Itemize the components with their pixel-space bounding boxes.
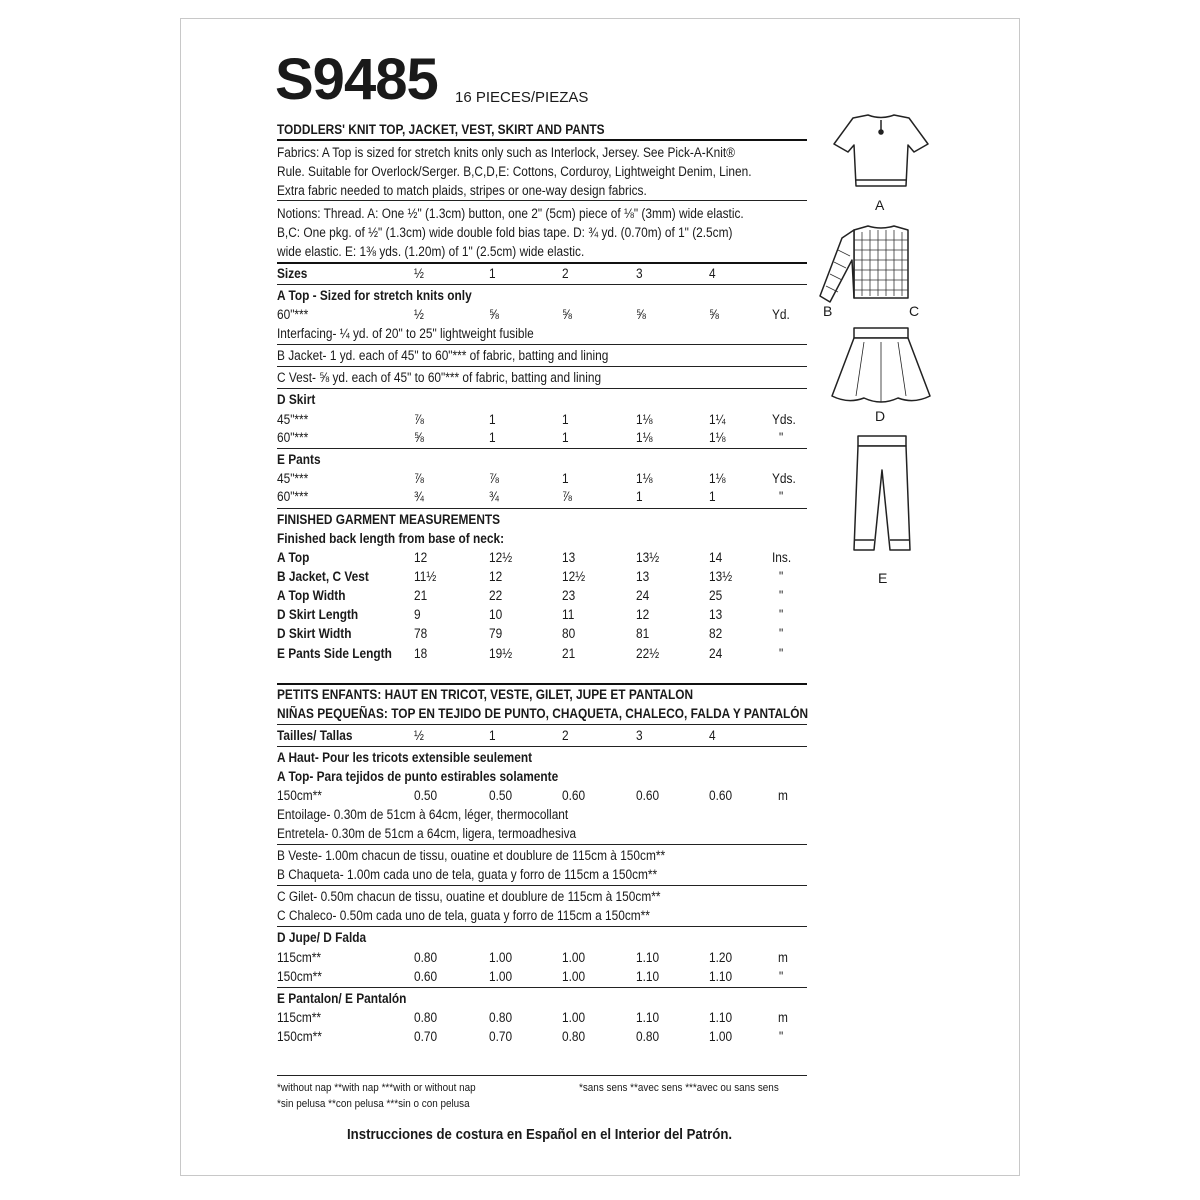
size-col: 1 — [489, 728, 496, 743]
garment-illustrations — [808, 110, 958, 600]
divider — [277, 987, 807, 988]
view-a-top-icon — [834, 115, 928, 186]
size-col: 1 — [489, 266, 496, 281]
table-cell: ½ — [414, 307, 424, 322]
table-cell: 21 — [414, 588, 428, 603]
table-cell: 1.10 — [709, 1010, 733, 1025]
table-cell: 1.10 — [636, 1010, 660, 1025]
table-cell: ⅝ — [562, 307, 572, 322]
divider — [277, 724, 807, 725]
table-cell: 24 — [709, 646, 723, 661]
table-cell: 1.10 — [636, 950, 660, 965]
pattern-title: TODDLERS' KNIT TOP, JACKET, VEST, SKIRT AND PANTS — [277, 122, 605, 137]
b-chaqueta-text: B Chaqueta- 1.00m cada uno de tela, guata y forro de 115cm a 150cm** — [277, 867, 658, 882]
measurements-subtitle: Finished back length from base of neck: — [277, 531, 505, 546]
sizes-label-translated: Tailles/ Tallas — [277, 728, 353, 743]
table-cell: 0.80 — [636, 1029, 660, 1044]
divider — [277, 746, 807, 747]
table-cell: 14 — [709, 550, 723, 565]
table-cell: ⅞ — [414, 412, 424, 427]
unit-cell: m — [778, 1010, 788, 1025]
row-label: D Skirt Width — [277, 626, 352, 641]
table-cell: 12 — [489, 569, 503, 584]
pattern-number: S9485 — [275, 47, 438, 112]
table-cell: 13 — [636, 569, 650, 584]
table-cell: ¾ — [414, 489, 424, 504]
table-cell: 78 — [414, 626, 428, 641]
table-cell: 1.20 — [709, 950, 733, 965]
divider — [277, 284, 807, 285]
table-cell: 1 — [562, 471, 569, 486]
b-jacket-text: B Jacket- 1 yd. each of 45" to 60"*** of fabric, batting and lining — [277, 348, 609, 363]
size-col: 4 — [709, 266, 716, 281]
size-col: 2 — [562, 266, 569, 281]
table-cell: 12½ — [562, 569, 586, 584]
view-label-d: D — [875, 408, 886, 424]
table-cell: 22½ — [636, 646, 660, 661]
table-cell: 0.80 — [562, 1029, 586, 1044]
a-top-label: A Top - Sized for stretch knits only — [277, 288, 472, 303]
row-label: 150cm** — [277, 969, 322, 984]
table-cell: 1.00 — [709, 1029, 733, 1044]
table-cell: ⅞ — [414, 471, 424, 486]
table-cell: 11 — [562, 607, 575, 622]
table-cell: 13½ — [709, 569, 733, 584]
unit-cell: Yds. — [772, 412, 796, 427]
table-cell: 1.10 — [636, 969, 660, 984]
table-cell: 13 — [562, 550, 576, 565]
table-cell: ⅝ — [709, 307, 719, 322]
table-cell: 12 — [414, 550, 428, 565]
spanish-instructions-note: Instrucciones de costura en Español en el Interior del Patrón. — [347, 1126, 733, 1143]
table-cell: 1.00 — [489, 950, 513, 965]
entoilage-text: Entoilage- 0.30m de 51cm à 64cm, léger, thermocollant — [277, 807, 569, 822]
table-cell: ¾ — [489, 489, 499, 504]
row-label: 60"*** — [277, 430, 309, 445]
table-cell: 1¼ — [709, 412, 726, 427]
table-cell: 11½ — [414, 569, 437, 584]
d-skirt-label: D Skirt — [277, 392, 316, 407]
piece-count: 16 PIECES/PIEZAS — [455, 89, 589, 106]
unit-cell: Yd. — [772, 307, 790, 322]
table-cell: 1 — [562, 412, 569, 427]
row-label: A Top Width — [277, 588, 346, 603]
unit-cell: Yds. — [772, 471, 796, 486]
size-col: 2 — [562, 728, 569, 743]
table-cell: 0.80 — [414, 1010, 438, 1025]
table-cell: 1.10 — [709, 969, 733, 984]
row-label: 45"*** — [277, 471, 309, 486]
table-cell: 0.80 — [414, 950, 438, 965]
table-cell: 13½ — [636, 550, 660, 565]
unit-cell: " — [779, 626, 784, 641]
footnote-en: *without nap **with nap ***with or without nap — [277, 1082, 476, 1094]
table-cell: 0.60 — [636, 788, 660, 803]
view-label-b: B — [823, 303, 833, 319]
divider — [277, 262, 807, 264]
table-cell: ⅞ — [489, 471, 499, 486]
a-top-es-label: A Top- Para tejidos de punto estirables solamente — [277, 769, 559, 784]
row-label: 150cm** — [277, 1029, 322, 1044]
row-label: 60"*** — [277, 307, 309, 322]
table-cell: 1 — [489, 430, 496, 445]
divider — [277, 388, 807, 389]
view-label-c: C — [909, 303, 920, 319]
table-cell: 0.60 — [414, 969, 438, 984]
table-cell: 79 — [489, 626, 503, 641]
table-cell: 25 — [709, 588, 723, 603]
fabrics-text: Fabrics: A Top is sized for stretch knits only such as Interlock, Jersey. See Pick-A-Knit® Rule. Suitable for Overlock/Serger. B,C,D,E: Cottons, Corduroy, Lightweight Denim, Linen. Extra fabric needed to match plaids, stripes or one-way design fabrics. — [277, 145, 752, 198]
table-cell: 1.00 — [562, 950, 586, 965]
row-label: 150cm** — [277, 788, 322, 803]
table-cell: 12½ — [489, 550, 513, 565]
row-label: D Skirt Length — [277, 607, 359, 622]
c-chaleco-text: C Chaleco- 0.50m cada uno de tela, guata y forro de 115cm a 150cm** — [277, 908, 650, 923]
table-cell: 1 — [562, 430, 569, 445]
table-cell: ⅝ — [636, 307, 646, 322]
table-cell: 81 — [636, 626, 650, 641]
view-d-skirt-icon — [832, 328, 930, 402]
divider — [277, 344, 807, 345]
table-cell: 1 — [709, 489, 716, 504]
table-cell: 12 — [636, 607, 650, 622]
a-haut-label: A Haut- Pour les tricots extensible seulement — [277, 750, 533, 765]
c-gilet-text: C Gilet- 0.50m chacun de tissu, ouatine et doublure de 115cm à 150cm** — [277, 889, 661, 904]
divider — [277, 885, 807, 886]
table-cell: 19½ — [489, 646, 513, 661]
table-cell: 24 — [636, 588, 650, 603]
divider — [277, 448, 807, 449]
divider — [277, 683, 807, 685]
e-pantalon-label: E Pantalon/ E Pantalón — [277, 991, 407, 1006]
table-cell: 80 — [562, 626, 576, 641]
row-label: 115cm** — [277, 950, 322, 965]
e-pants-label: E Pants — [277, 452, 321, 467]
unit-cell: m — [778, 950, 788, 965]
table-cell: 22 — [489, 588, 503, 603]
table-cell: 0.50 — [489, 788, 513, 803]
row-label: 60"*** — [277, 489, 309, 504]
divider — [277, 366, 807, 367]
divider — [277, 139, 807, 141]
unit-cell: " — [779, 489, 784, 504]
table-cell: 1 — [636, 489, 643, 504]
title-es: NIÑAS PEQUEÑAS: TOP EN TEJIDO DE PUNTO, CHAQUETA, CHALECO, FALDA Y PANTALÓN — [277, 706, 809, 721]
size-col: 3 — [636, 728, 643, 743]
table-cell: 0.50 — [414, 788, 438, 803]
table-cell: 9 — [414, 607, 421, 622]
table-cell: 1⅛ — [709, 430, 726, 445]
unit-cell: " — [779, 588, 784, 603]
divider — [277, 1075, 807, 1076]
view-b-c-jacket-icon — [820, 226, 908, 302]
title-fr: PETITS ENFANTS: HAUT EN TRICOT, VESTE, GILET, JUPE ET PANTALON — [277, 687, 694, 702]
footnote-fr: *sans sens **avec sens ***avec ou sans sens — [579, 1082, 779, 1094]
unit-cell: m — [778, 788, 788, 803]
unit-cell: " — [779, 1029, 784, 1044]
row-label: E Pants Side Length — [277, 646, 392, 661]
table-cell: ⅞ — [562, 489, 572, 504]
table-cell: ⅝ — [489, 307, 499, 322]
unit-cell: " — [779, 969, 784, 984]
table-cell: 1.00 — [562, 969, 586, 984]
divider — [277, 844, 807, 845]
size-col: 4 — [709, 728, 716, 743]
unit-cell: " — [779, 607, 784, 622]
unit-cell: Ins. — [772, 550, 792, 565]
b-veste-text: B Veste- 1.00m chacun de tissu, ouatine et doublure de 115cm à 150cm** — [277, 848, 666, 863]
table-cell: 1⅛ — [709, 471, 726, 486]
entretela-text: Entretela- 0.30m de 51cm a 64cm, ligera, termoadhesiva — [277, 826, 577, 841]
table-cell: 0.80 — [489, 1010, 513, 1025]
unit-cell: " — [779, 430, 784, 445]
view-label-e: E — [878, 570, 888, 586]
size-col: 3 — [636, 266, 643, 281]
d-jupe-label: D Jupe/ D Falda — [277, 930, 367, 945]
table-cell: 82 — [709, 626, 723, 641]
table-cell: 1⅛ — [636, 471, 653, 486]
table-cell: 10 — [489, 607, 503, 622]
table-cell: 21 — [562, 646, 576, 661]
notions-text: Notions: Thread. A: One ½" (1.3cm) button, one 2" (5cm) piece of ⅛" (3mm) wide elastic. B,C: One pkg. of ½" (1.3cm) wide double fold bias tape. D: ¾ yd. (0.70m) of 1" (2.5cm) wide elastic. E: 1⅜ yds. (1.20m) of 1" (2.5cm) wide elastic. — [277, 206, 744, 259]
table-cell: 0.70 — [414, 1029, 438, 1044]
sizes-label: Sizes — [277, 266, 308, 281]
table-cell: 1⅛ — [636, 412, 653, 427]
table-cell: ⅝ — [414, 430, 424, 445]
unit-cell: " — [779, 569, 784, 584]
table-cell: 1.00 — [562, 1010, 586, 1025]
row-label: A Top — [277, 550, 310, 565]
row-label: B Jacket, C Vest — [277, 569, 369, 584]
footnote-es: *sin pelusa **con pelusa ***sin o con pelusa — [277, 1098, 470, 1110]
table-cell: 1⅛ — [636, 430, 653, 445]
table-cell: 1 — [489, 412, 496, 427]
table-cell: 18 — [414, 646, 428, 661]
row-label: 115cm** — [277, 1010, 322, 1025]
size-col: ½ — [414, 266, 424, 281]
c-vest-text: C Vest- ⅝ yd. each of 45" to 60"*** of fabric, batting and lining — [277, 370, 602, 385]
view-label-a: A — [875, 197, 885, 213]
interfacing-text: Interfacing- ¼ yd. of 20" to 25" lightweight fusible — [277, 326, 534, 341]
view-e-pants-icon — [854, 436, 910, 550]
unit-cell: " — [779, 646, 784, 661]
divider — [277, 508, 807, 509]
size-col: ½ — [414, 728, 424, 743]
row-label: 45"*** — [277, 412, 309, 427]
table-cell: 23 — [562, 588, 576, 603]
table-cell: 0.60 — [709, 788, 733, 803]
divider — [277, 926, 807, 927]
measurements-title: FINISHED GARMENT MEASUREMENTS — [277, 512, 501, 527]
divider — [277, 200, 807, 201]
table-cell: 1.00 — [489, 969, 513, 984]
table-cell: 0.60 — [562, 788, 586, 803]
table-cell: 13 — [709, 607, 723, 622]
table-cell: 0.70 — [489, 1029, 513, 1044]
